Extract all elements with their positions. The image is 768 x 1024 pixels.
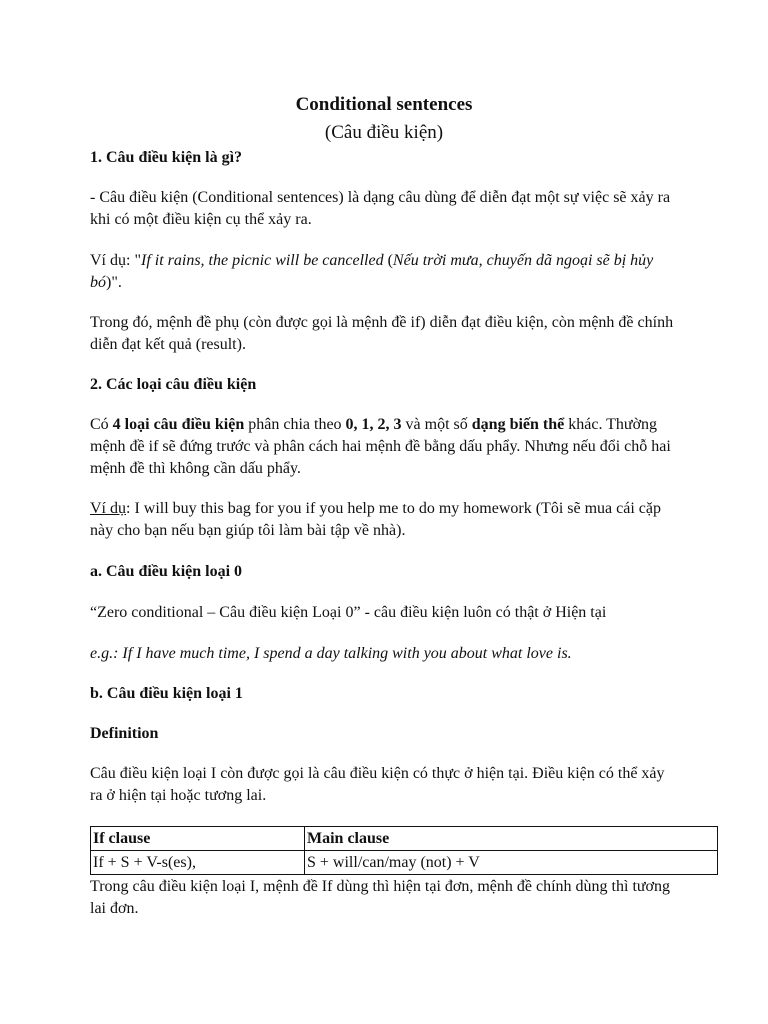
example-suffix: )". [106, 274, 122, 291]
example-mid: ( [383, 252, 393, 269]
document-title: Conditional sentences [295, 94, 473, 115]
subsection-b-heading: b. Câu điều kiện loại 1 [90, 685, 243, 702]
table-row [91, 851, 718, 875]
subsection-b-paragraph-2: Trong câu điều kiện loại I, mệnh đề If dùng thì hiện tại đơn, mệnh đề chính dùng thì tương lai đơn. [90, 878, 671, 917]
s2-text-c: phân chia theo [244, 416, 346, 433]
section-2-heading: 2. Các loại câu điều kiện [90, 376, 257, 393]
table-header-row [91, 827, 718, 851]
section-1-example [90, 250, 680, 294]
section-2-example [90, 498, 680, 542]
clause-table [90, 826, 718, 875]
s2-text-f: dạng biến thể [471, 416, 565, 433]
example-prefix: Ví dụ: " [90, 252, 141, 269]
subsection-b-paragraph-1: Câu điều kiện loại I còn được gọi là câu điều kiện có thực ở hiện tại. Điều kiện có thể xảy ra ở hiện tại hoặc tương lai. [90, 765, 665, 804]
s2-text-a: Có [90, 416, 113, 433]
s2-text-b: 4 loại câu điều kiện [112, 416, 245, 433]
example-vietnamese: Nếu trời mưa, chuyến dã ngoại sẽ bị hủy bó [90, 252, 654, 291]
example-label: Ví dụ [90, 500, 126, 517]
example-english: If it rains, the picnic will be cancelled [140, 252, 384, 269]
section-2-paragraph-1 [90, 414, 680, 480]
table-cell-main-clause: S + will/can/may (not) + V [305, 851, 718, 875]
table-header-main-clause: Main clause [305, 827, 718, 851]
example-text: : I will buy this bag for you if you help me to do my homework (Tôi sẽ mua cái cặp này cho bạn nếu bạn giúp tôi làm bài tập về nhà). [90, 500, 661, 539]
table-header-if-clause: If clause [91, 827, 305, 851]
document-subtitle: (Câu điều kiện) [324, 122, 444, 143]
subsection-a-example: e.g.: If I have much time, I spend a day talking with you about what love is. [90, 645, 572, 662]
subsection-a-heading: a. Câu điều kiện loại 0 [90, 563, 243, 580]
subsection-a-paragraph: “Zero conditional – Câu điều kiện Loại 0” - câu điều kiện luôn có thật ở Hiện tại [90, 604, 607, 621]
definition-heading: Definition [90, 725, 159, 742]
section-1-paragraph-1: - Câu điều kiện (Conditional sentences) là dạng câu dùng để diễn đạt một sự việc sẽ xảy ra khi có một điều kiện cụ thể xảy ra. [90, 189, 671, 228]
s2-text-e: và một số [401, 416, 472, 433]
s2-text-d: 0, 1, 2, 3 [345, 416, 402, 433]
s2-text-g: khác. Thường mệnh đề if sẽ đứng trước và phân cách hai mệnh đề bằng dấu phẩy. Nhưng nếu đổi chỗ hai mệnh đề thì không cần dấu phẩy. [90, 416, 671, 477]
section-1-paragraph-2: Trong đó, mệnh đề phụ (còn được gọi là mệnh đề if) diễn đạt điều kiện, còn mệnh đề chính diễn đạt kết quả (result). [90, 314, 674, 353]
section-1-heading: 1. Câu điều kiện là gì? [90, 149, 243, 166]
table-cell-if-clause: If + S + V-s(es), [91, 851, 305, 875]
